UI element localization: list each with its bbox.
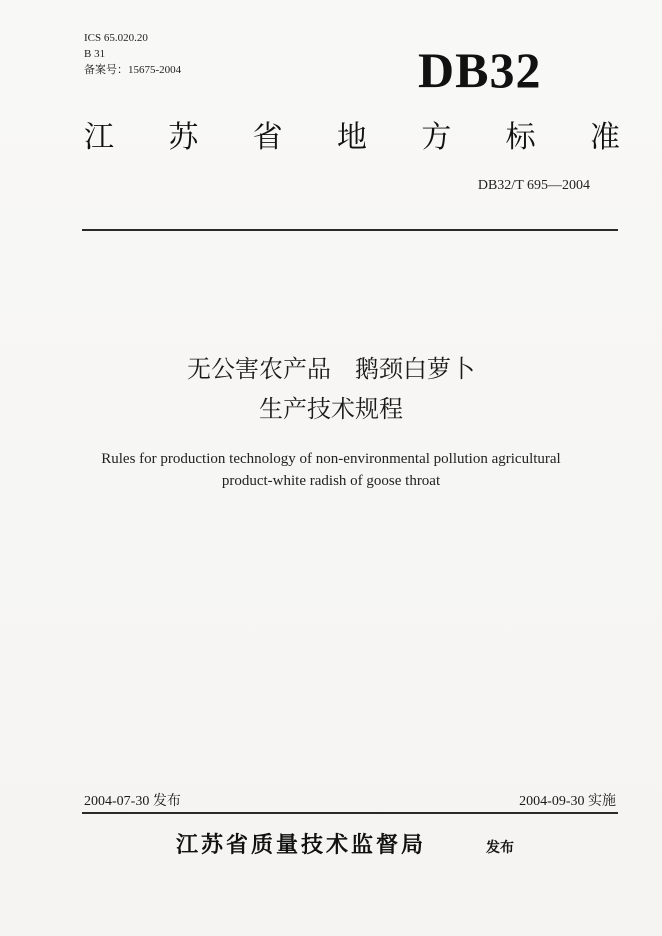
standard-type-char: 省 — [252, 120, 283, 155]
standard-type-char: 江 — [84, 120, 114, 155]
standard-type-char: 准 — [589, 120, 620, 155]
title-chinese-line2: 生产技术规程 — [259, 395, 403, 423]
registration-number: 备案号：15675-2004 — [84, 64, 182, 76]
standard-type-char: 标 — [505, 120, 536, 155]
ics-code: ICS 65.020.20 — [84, 32, 148, 44]
db-mark: DB32 — [418, 42, 542, 98]
issuer-name: 江苏省质量技术监督局 — [176, 833, 427, 858]
standard-type-char: 方 — [421, 120, 452, 155]
issuer-suffix: 发布 — [486, 840, 514, 856]
standard-number: DB32/T 695—2004 — [477, 178, 590, 193]
ccs-code: B 31 — [84, 48, 106, 60]
issue-date: 2004-07-30 发布 — [84, 794, 181, 809]
implementation-date: 2004-09-30 实施 — [519, 794, 616, 809]
standard-type-char: 苏 — [168, 120, 199, 155]
title-chinese-line1: 无公害农产品 鹅颈白萝卜 — [187, 355, 475, 383]
title-english-line1: Rules for production technology of non-environmental pollution agricultural — [101, 451, 561, 467]
standard-type-char: 地 — [336, 120, 367, 155]
title-english-line2: product-white radish of goose throat — [221, 473, 441, 489]
standard-type — [84, 118, 620, 158]
footer-divider — [82, 812, 618, 814]
header-divider — [82, 229, 618, 231]
